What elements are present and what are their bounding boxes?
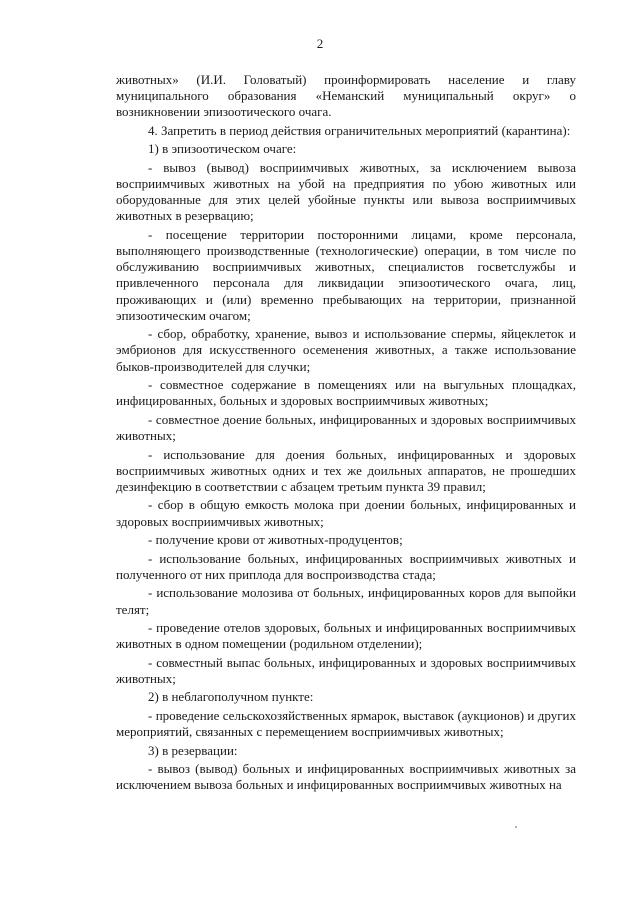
document-body	[116, 72, 576, 794]
paragraph-subitem-2-heading: 2) в неблагополучном пункте:	[148, 689, 314, 705]
paragraph-subitem-1-heading: 1) в эпизоотическом очаге:	[148, 141, 297, 157]
paragraph-ban-visits: - посещение территории посторонними лицами, кроме персонала, выполняющего производственные (технологические) операции, в том числе по обслуживанию восприимчивых животных, специалистов госветслужбы и привлеченного персонала для ликвидации эпизоотического очага, лиц, проживающих и (или) временно пребывающих на территории, признанной эпизоотическим очагом;	[116, 226, 576, 323]
paragraph-ban-breeding-use: - использование больных, инфицированных восприимчивых животных и полученного от них приплода для воспроизводства стада;	[116, 550, 576, 582]
paragraph-ban-colostrum-use: - использование молозива от больных, инфицированных коров для выпойки телят;	[116, 585, 576, 617]
paragraph-ban-fairs: - проведение сельскохозяйственных ярмарок, выставок (аукционов) и других мероприятий, связанных с перемещением восприимчивых животных;	[116, 707, 576, 740]
paragraph-ban-blood-collection: - получение крови от животных-продуцентов;	[148, 532, 403, 548]
paragraph-ban-reservation-removal: - вывоз (вывод) больных и инфицированных восприимчивых животных за исключением вывоза больных и инфицированных восприимчивых животных на	[116, 761, 576, 793]
paragraph-ban-joint-keeping: - совместное содержание в помещениях или на выгульных площадках, инфицированных, больных и здоровых восприимчивых животных;	[116, 377, 576, 409]
paragraph-item-4-heading: 4. Запретить в период действия ограничительных мероприятий (карантина):	[148, 122, 571, 138]
paragraph-ban-sperm-collection: - сбор, обработку, хранение, вывоз и использование спермы, яйцеклеток и эмбрионов для искусственного осеменения животных, а также использование быков-производителей для случки;	[116, 326, 576, 374]
page-number: 2	[316, 36, 324, 51]
paragraph-ban-joint-calving: - проведение отелов здоровых, больных и инфицированных восприимчивых животных в одном помещении (родильном отделении);	[116, 620, 576, 652]
paragraph-ban-shared-milking-machines: - использование для доения больных, инфицированных и здоровых восприимчивых животных одних и тех же доильных аппаратов, не прошедших дезинфекцию в соответствии с абзацем третьим пункта 39 правил;	[116, 446, 576, 494]
scan-artifact	[515, 826, 517, 828]
paragraph-subitem-3-heading: 3) в резервации:	[148, 742, 238, 758]
paragraph-ban-joint-milking: - совместное доение больных, инфицированных и здоровых восприимчивых животных;	[116, 411, 576, 444]
paragraph-ban-joint-grazing: - совместный выпас больных, инфицированных и здоровых восприимчивых животных;	[116, 654, 576, 686]
paragraph-ban-removal: - вывоз (вывод) восприимчивых животных, за исключением вывоза восприимчивых животных на убой на предприятия по убою животных или оборудованные для этих целей убойные пункты или вывоза восприимчивых животных в резервацию;	[116, 159, 576, 224]
paragraph-ban-common-milk-container: - сбор в общую емкость молока при доении больных, инфицированных и здоровых восприимчивых животных;	[116, 497, 576, 529]
paragraph-notify-population: животных» (И.И. Головатый) проинформировать население и главу муниципального образования «Неманский муниципальный округ» о возникновении эпизоотического очага.	[116, 72, 576, 120]
